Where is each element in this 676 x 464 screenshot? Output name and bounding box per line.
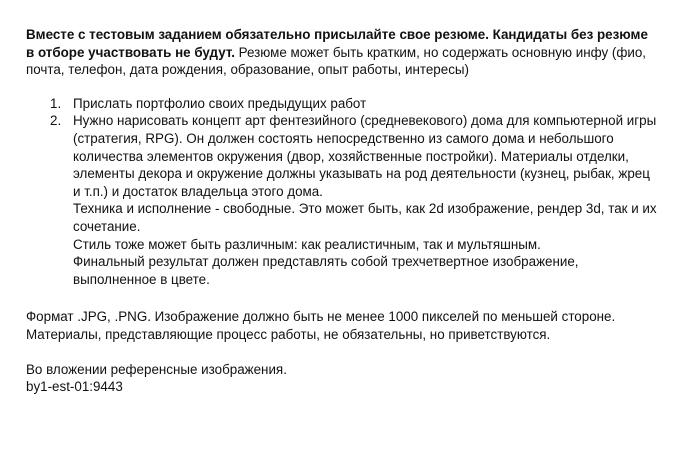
- task-result: Финальный результат должен представлять собой трехчетвертное изображение, выполненное в цвете.: [73, 254, 579, 287]
- list-item: [26, 112, 658, 288]
- intro-text: Резюме может быть кратким, но содержать основную инфу (фио, почта, телефон, дата рождения, образование, опыт работы, интересы): [26, 44, 647, 78]
- task-text: Нужно нарисовать концепт арт фентезийного (средневекового) дома для компьютерной игры (стратегия, RPG). Он должен состоять непосредственно из самого дома и небольшого количества элементов окружения (двор, хозяйственные постройки). Материалы отделки, элементы декора и окружение должны указывать на род деятельности (кузнец, рыбак, жрец и т.п.) и достаток владельца этого дома.: [73, 113, 657, 199]
- intro-bold-text: Вместе с тестовым заданием обязательно присылайте свое резюме. Кандидаты без резюме в отборе участвовать не будут.: [26, 27, 648, 60]
- format-line-1: Формат .JPG, .PNG. Изображение должно быть не менее 1000 пикселей по меньшей стороне.: [26, 309, 616, 325]
- list-item-number: 1.: [50, 95, 62, 111]
- format-line-2: Материалы, представляющие процесс работы, не обязательны, но приветствуются.: [26, 326, 551, 342]
- references-paragraph: [26, 361, 658, 396]
- task-text: Прислать портфолио своих предыдущих работ: [73, 95, 367, 111]
- task-technique: Техника и исполнение - свободные. Это может быть, как 2d изображение, рендер 3d, так и их сочетание.: [73, 201, 657, 234]
- list-item: [26, 95, 658, 113]
- references-line-1: Во вложении референсные изображения.: [26, 361, 287, 377]
- list-item-number: 2.: [50, 113, 62, 129]
- task-list: [26, 95, 658, 289]
- format-paragraph: [26, 308, 658, 343]
- document-body: [26, 26, 658, 396]
- references-line-2: by1-est-01:9443: [26, 379, 123, 395]
- intro-paragraph: [26, 26, 658, 79]
- task-style: Стиль тоже может быть различным: как реалистичным, так и мультяшным.: [73, 236, 541, 252]
